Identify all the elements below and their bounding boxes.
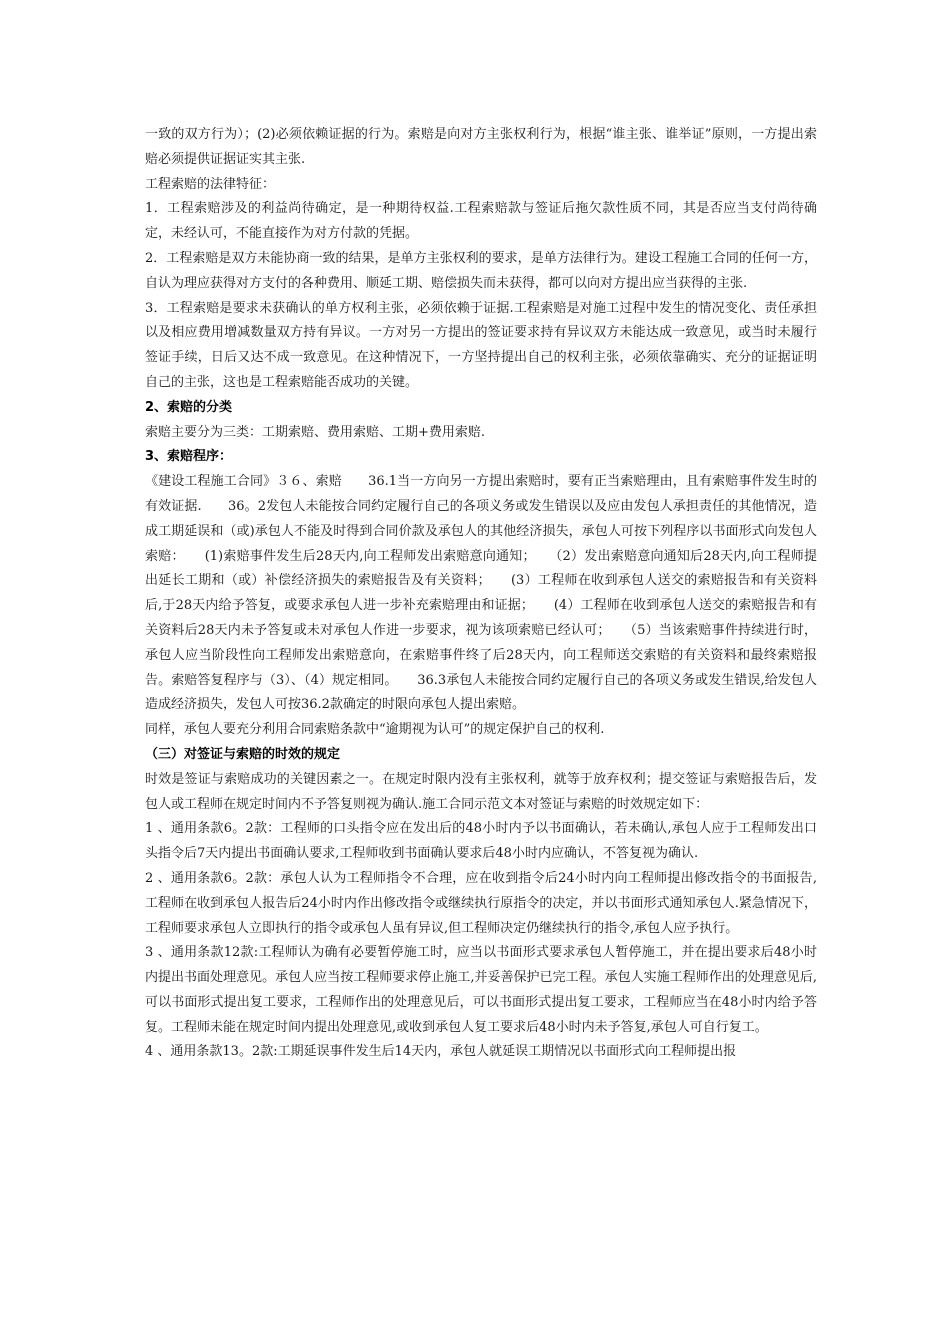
paragraph: 工程索赔的法律特征： (145, 176, 276, 192)
section-heading: 2、索赔的分类 (145, 399, 233, 415)
paragraph: 时效是签证与索赔成功的关键因素之一。在规定时限内没有主张权利，就等于放弃权利；提交签证与索赔报告后，发包人或工程师在规定时间内不予答复则视为确认.施工合同示范文本对签证与索赔的时效规定如下： (145, 771, 817, 812)
paragraph: 1．工程索赔涉及的利益尚待确定，是一种期待权益.工程索赔款与签证后拖欠款性质不同，其是否应当支付尚待确定，未经认可，不能直接作为对方付款的凭据。 (145, 201, 817, 242)
paragraph: 索赔主要分为三类：工期索赔、费用索赔、工期+费用索赔. (145, 424, 486, 440)
document-body (145, 123, 817, 1065)
paragraph: 《建设工程施工合同》３６、索赔 36.1当一方向另一方提出索赔时，要有正当索赔理由，且有索赔事件发生时的有效证据. 36。2发包人未能按合同约定履行自己的各项义务或发生错误以及应由发包人承担责任的其他情况，造成工期延误和（或)承包人不能及时得到合同价款及承包人的其他经济损失，承包人可按下列程序以书面形式向发包人索赔： (1)索赔事件发生后28天内,向工程师发出索赔意向通知； （2）发出索赔意向通知后28天内,向工程师提出延长工期和（或）补偿经济损失的索赔报告及有关资料； (3）工程师在收到承包人送交的索赔报告和有关资料后,于28天内给予答复，或要求承包人进一步补充索赔理由和证据； (4）工程师在收到承包人送交的索赔报告和有关资料后28天内未予答复或未对承包人作进一步要求，视为该项索赔已经认可； （5）当该索赔事件持续进行时，承包人应当阶段性向工程师发出索赔意向，在索赔事件终了后28天内，向工程师送交索赔的有关资料和最终索赔报告。索赔答复程序与（3）、（4）规定相同。 36.3承包人未能按合同约定履行自己的各项义务或发生错误,给发包人造成经济损失，发包人可按36.2款确定的时限向承包人提出索赔。 (145, 474, 817, 713)
section-heading: 3、索赔程序： (145, 449, 233, 465)
paragraph: 3 、通用条款12款:工程师认为确有必要暂停施工时，应当以书面形式要求承包人暂停施工，并在提出要求后48小时内提出书面处理意见。承包人应当按工程师要求停止施工,并妥善保护已完工程。承包人实施工程师作出的处理意见后,可以书面形式提出复工要求，工程师作出的处理意见后，可以书面形式提出复工要求，工程师应当在48小时内给予答复。工程师未能在规定时间内提出处理意见,或收到承包人复工要求后48小时内未予答复,承包人可自行复工。 (145, 945, 817, 1035)
paragraph: 一致的双方行为）；(2)必须依赖证据的行为。索赔是向对方主张权利行为，根据“谁主张、谁举证”原则，一方提出索赔必须提供证据证实其主张. (145, 127, 817, 167)
paragraph: 3．工程索赔是要求未获确认的单方权利主张，必须依赖于证据.工程索赔是对施工过程中发生的情况变化、责任承担以及相应费用增减数量双方持有异议。一方对另一方提出的签证要求持有异议双方未能达成一致意见，或当时未履行签证手续，日后又达不成一致意见。在这种情况下，一方坚持提出自己的权利主张，必须依靠确实、充分的证据证明自己的主张，这也是工程索赔能否成功的关键。 (145, 300, 817, 390)
paragraph: 1 、通用条款6。2款：工程师的口头指令应在发出后的48小时内予以书面确认，若未确认,承包人应于工程师发出口头指令后7天内提出书面确认要求,工程师收到书面确认要求后48小时内应确认，不答复视为确认. (145, 821, 817, 862)
paragraph: 4 、通用条款13。2款:工期延误事件发生后14天内，承包人就延误工期情况以书面形式向工程师提出报 (145, 1044, 737, 1060)
section-heading: （三）对签证与索赔的时效的规定 (145, 746, 341, 762)
paragraph: 同样，承包人要充分利用合同索赔条款中“逾期视为认可”的规定保护自己的权利. (145, 722, 605, 738)
paragraph: 2 、通用条款6。2款：承包人认为工程师指令不合理，应在收到指令后24小时内向工程师提出修改指令的书面报告,工程师在收到承包人报告后24小时内作出修改指令或继续执行原指令的决定，并以书面形式通知承包人.紧急情况下，工程师要求承包人立即执行的指令或承包人虽有异议,但工程师决定仍继续执行的指令,承包人应予执行。 (145, 870, 817, 936)
paragraph: 2．工程索赔是双方未能协商一致的结果，是单方主张权利的要求，是单方法律行为。建设工程施工合同的任何一方，自认为理应获得对方支付的各种费用、顺延工期、赔偿损失而未获得，都可以向对方提出应当获得的主张. (145, 250, 817, 291)
